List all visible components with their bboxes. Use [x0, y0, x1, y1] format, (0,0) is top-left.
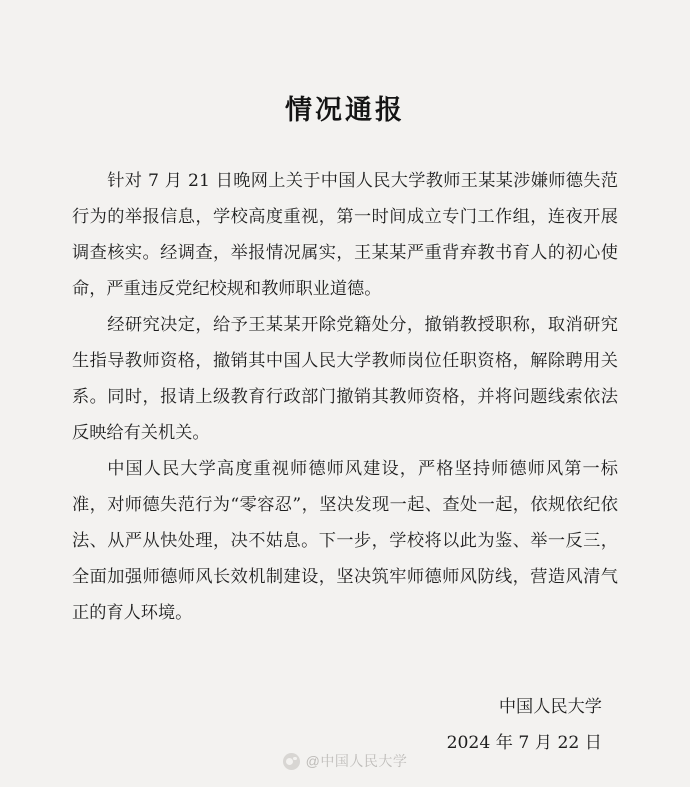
page-title: 情况通报: [285, 95, 405, 126]
paragraph-1: 针对 7 月 21 日晚网上关于中国人民大学教师王某某涉嫌师德失范行为的举报信息，学校高度重视，第一时间成立专门工作组，连夜开展调查核实。经调查，举报情况属实，王某某严重背弃教书育人的初心使命，严重违反党纪校规和教师职业道德。: [72, 171, 618, 299]
paragraph-2: 经研究决定，给予王某某开除党籍处分，撤销教授职称，取消研究生指导教师资格，撤销其中国人民大学教师岗位任职资格，解除聘用关系。同时，报请上级教育行政部门撤销其教师资格，并将问题线索依法反映给有关机关。: [72, 315, 618, 443]
document-body: [72, 163, 618, 631]
watermark: [0, 751, 690, 771]
signature-date: 2024 年 7 月 22 日: [446, 733, 602, 753]
paragraph-3: 中国人民大学高度重视师德师风建设，严格坚持师德师风第一标准，对师德失范行为“零容忍”，坚决发现一起、查处一起，依规依纪依法、从严从快处理，决不姑息。下一步，学校将以此为鉴、举一反三，全面加强师德师风长效机制建设，坚决筑牢师德师风防线，营造风清气正的育人环境。: [72, 459, 618, 623]
watermark-label: @中国人民大学: [305, 753, 408, 769]
weibo-logo-icon: [283, 753, 300, 770]
signature-organization: 中国人民大学: [498, 697, 602, 717]
